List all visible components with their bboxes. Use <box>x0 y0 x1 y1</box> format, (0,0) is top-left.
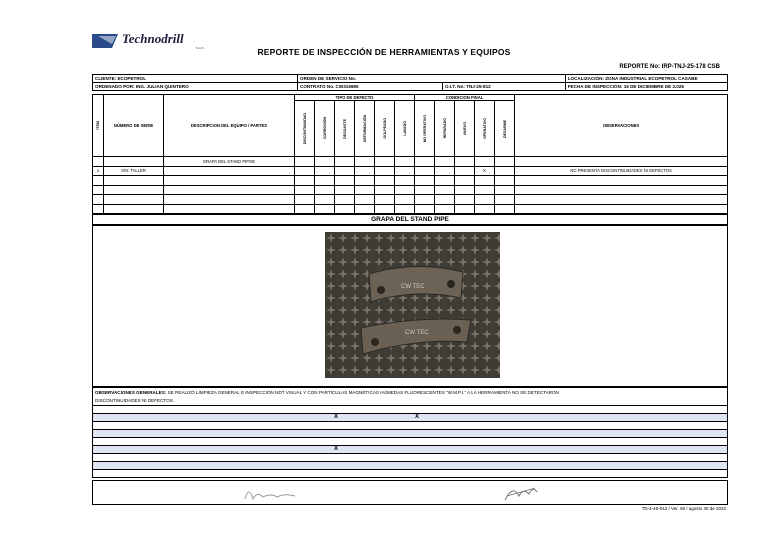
signature-1 <box>241 483 299 503</box>
report-number: REPORTE No: IRP-TNJ-25-178 CSB <box>619 64 720 70</box>
col-defect-2: DESGASTE <box>335 101 355 157</box>
form-row <box>92 430 728 438</box>
mark-x-2: X <box>415 414 420 420</box>
table-row <box>93 185 728 195</box>
lower-form <box>92 406 728 478</box>
contract: CONTRATO No. CW316985 <box>298 83 443 91</box>
group-defect: TIPO DE DEFECTO <box>295 95 415 101</box>
client: CLIENTE: ECOPETROL <box>93 75 298 83</box>
col-final-4: DESARME <box>495 101 515 157</box>
header-table <box>92 74 728 91</box>
form-row <box>92 446 728 454</box>
table-row <box>93 166 728 176</box>
inspection-date: FECHA DE INSPECCIÓN: 15 DE DICIEMBRE DE 2.025 <box>565 83 727 91</box>
observations-text-2: DISCONTINUIDADES NI DEFECTOS. <box>95 398 175 403</box>
observations-label: OBSERVACIONES GENERALES: <box>95 390 167 395</box>
form-row <box>92 422 728 430</box>
table-row <box>93 176 728 186</box>
logo-text: Technodrill <box>122 31 184 46</box>
col-final-0: NO OPERATIVO <box>415 101 435 157</box>
col-defect-3: DEFORMACIÓN <box>355 101 375 157</box>
form-row <box>92 414 728 422</box>
logo-sub: S.A.S <box>196 46 204 50</box>
service-order: ORDEN DE SERVICIO No. <box>298 75 566 83</box>
mark-x-1: X <box>334 414 339 420</box>
signature-box <box>92 480 728 505</box>
col-item: ITEM <box>93 95 104 157</box>
mark-x-3: X <box>334 446 339 452</box>
footer-code: TD-4-40-012 / Ver. 08 / agosto 30 de 2022 <box>641 506 726 511</box>
inspection-table <box>92 94 728 214</box>
form-row <box>92 438 728 446</box>
group-final: CONDICION FINAL <box>415 95 515 101</box>
signature-2 <box>501 482 541 504</box>
col-defect-1: CORROSIÓN <box>315 101 335 157</box>
col-observations: OBSERVACIONES <box>515 95 728 157</box>
clamp-mark-2: CW TEC <box>405 330 429 336</box>
col-defect-5: LAVADO <box>395 101 415 157</box>
col-final-2: NUEVO <box>455 101 475 157</box>
col-final-3: OPERATIVO <box>475 101 495 157</box>
section-title: GRAPA DEL STAND PIPE <box>92 214 728 225</box>
col-defect-4: GOLPEADO <box>375 101 395 157</box>
group-row-label: GRAPA DEL STAND PIPOE <box>164 157 295 167</box>
ot-number: O.I.T. No: TNJ-25-812 <box>443 83 566 91</box>
report-title: REPORTE DE INSPECCIÓN DE HERRAMIENTAS Y EQUIPOS <box>257 47 511 57</box>
table-row <box>93 157 728 167</box>
form-row <box>92 406 728 414</box>
row-operativo-mark: X <box>475 166 495 176</box>
ordered-by: ORDENADO POR: ING. JULIAN QUINTERO <box>93 83 298 91</box>
table-row <box>93 204 728 214</box>
table-row <box>93 195 728 205</box>
row-item: 1 <box>93 166 104 176</box>
clamp-mark-1: CW TEC <box>401 284 425 290</box>
row-serial: S/N: TALLER <box>104 166 164 176</box>
observations-text: SE REALIZÓ LIMPIEZA GENERAL E INSPECCIÓN NDT VISUAL Y CON PARTÍCULAS MAGNÉTICAS HÚMEDAS FLUORESCENTES "W.M.P.I." A LA HERRAMIENTA NO SE DETECTARON <box>167 390 559 395</box>
col-description: DESCRIPCION DEL EQUIPO / PARTES <box>164 95 295 157</box>
form-row <box>92 454 728 462</box>
form-row <box>92 462 728 470</box>
location: LOCALIZACIÓN: ZONA INDUSTRIAL ECOPETROL CASABE <box>565 75 727 83</box>
general-observations <box>92 387 728 406</box>
col-serial: NÚMERO DE SERIE <box>104 95 164 157</box>
row-observation: NO PRESENTA DISCONTINUIDADES NI DEFECTOS <box>515 166 728 176</box>
col-defect-0: DISCONTINUIDAD <box>295 101 315 157</box>
tool-photo <box>325 232 500 378</box>
col-final-1: REPARADO <box>435 101 455 157</box>
form-row <box>92 470 728 478</box>
